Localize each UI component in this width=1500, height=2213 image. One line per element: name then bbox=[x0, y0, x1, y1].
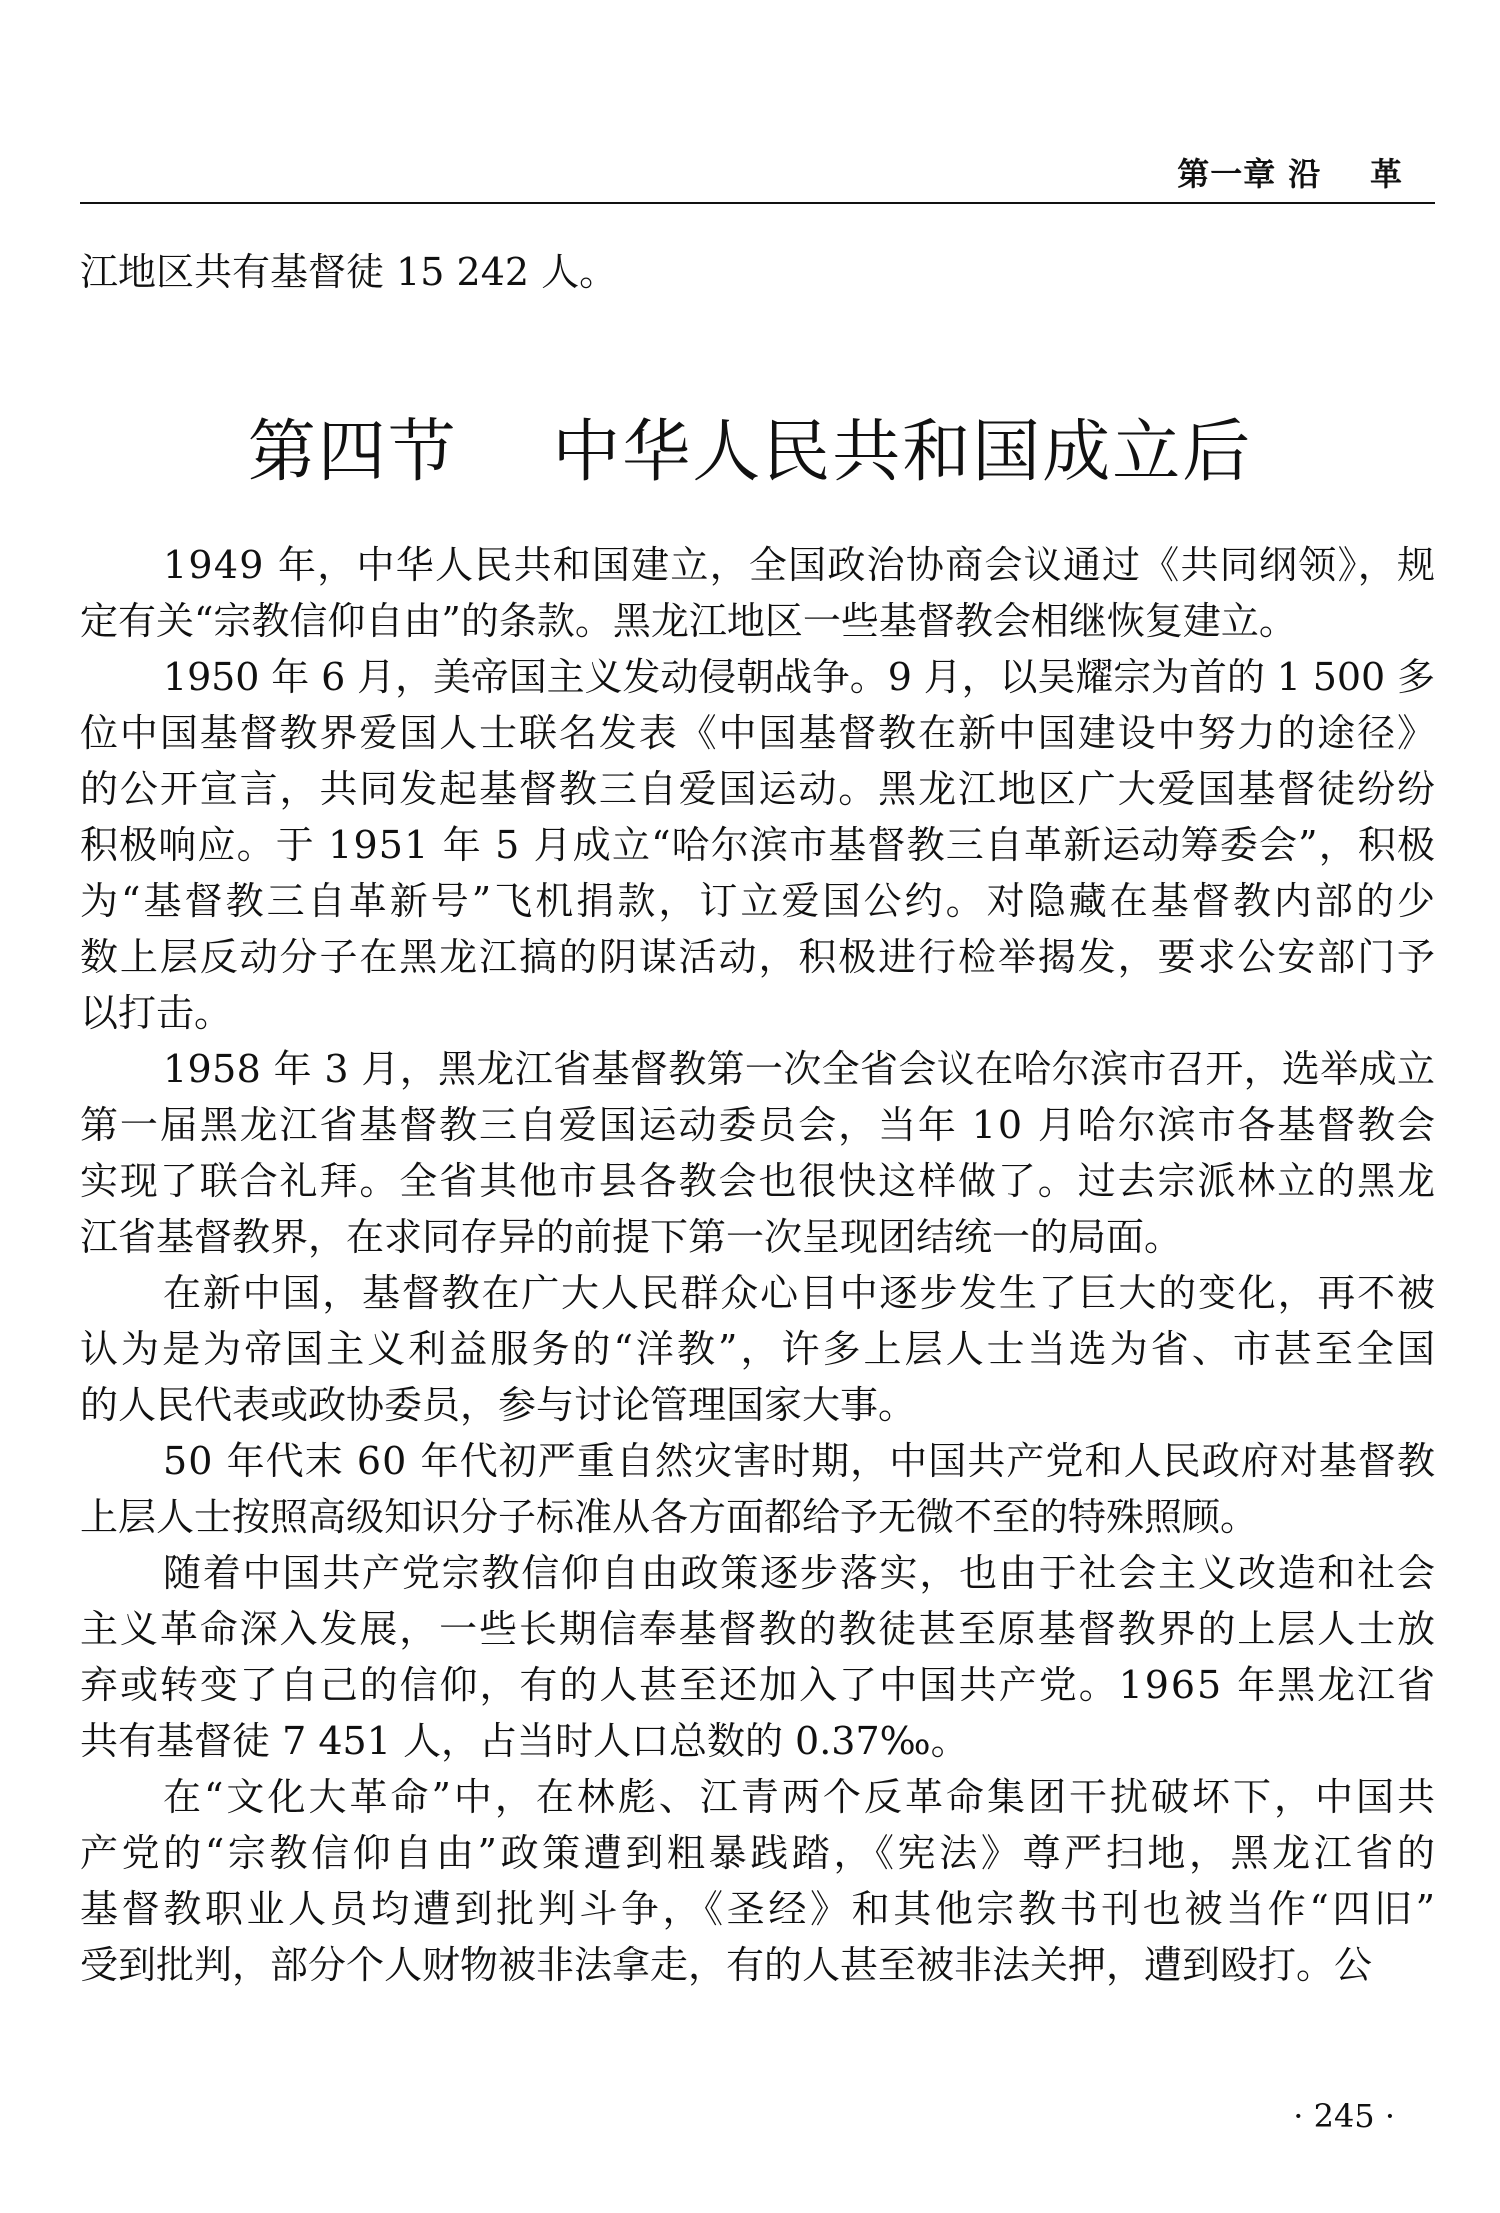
paragraph-4-line-2: 认为是为帝国主义利益服务的“洋教”，许多上层人士当选为省、市甚至全国 bbox=[80, 1327, 1439, 1371]
paragraph-3-line-2: 第一届黑龙江省基督教三自爱国运动委员会，当年 10 月哈尔滨市各基督教会 bbox=[80, 1103, 1437, 1147]
paragraph-2-line-7: 以打击。 bbox=[80, 991, 233, 1035]
paragraph-5-line-2: 上层人士按照高级知识分子标准从各方面都给予无微不至的特殊照顾。 bbox=[80, 1495, 1259, 1539]
paragraph-2-line-3: 的公开宣言，共同发起基督教三自爱国运动。黑龙江地区广大爱国基督徒纷纷 bbox=[80, 767, 1437, 811]
paragraph-7-line-2: 产党的“宗教信仰自由”政策遭到粗暴践踏，《宪法》尊严扫地，黑龙江省的 bbox=[80, 1831, 1439, 1875]
paragraph-4-line-1: 在新中国，基督教在广大人民群众心目中逐步发生了巨大的变化，再不被 bbox=[163, 1271, 1437, 1315]
paragraph-6-line-2: 主义革命深入发展，一些长期信奉基督教的教徒甚至原基督教界的上层人士放 bbox=[80, 1607, 1437, 1651]
paragraph-3-line-3: 实现了联合礼拜。全省其他市县各教会也很快这样做了。过去宗派林立的黑龙 bbox=[80, 1159, 1437, 1203]
section-title: 第四节 中华人民共和国成立后 bbox=[247, 413, 1253, 492]
paragraph-5-line-1: 50 年代末 60 年代初严重自然灾害时期，中国共产党和人民政府对基督教 bbox=[163, 1439, 1437, 1483]
page-number: · 245 · bbox=[1293, 2097, 1395, 2135]
paragraph-1-line-1: 1949 年，中华人民共和国建立，全国政治协商会议通过《共同纲领》，规 bbox=[163, 543, 1437, 587]
paragraph-6-line-4: 共有基督徒 7 451 人，占当时人口总数的 0.37‰。 bbox=[80, 1719, 969, 1763]
paragraph-2-line-6: 数上层反动分子在黑龙江搞的阴谋活动，积极进行检举揭发，要求公安部门予 bbox=[80, 935, 1437, 979]
paragraph-7-line-3: 基督教职业人员均遭到批判斗争，《圣经》和其他宗教书刊也被当作“四旧” bbox=[80, 1887, 1439, 1931]
paragraph-2-line-2: 位中国基督教界爱国人士联名发表《中国基督教在新中国建设中努力的途径》 bbox=[80, 711, 1437, 755]
paragraph-7-line-4: 受到批判，部分个人财物被非法拿走，有的人甚至被非法关押，遭到殴打。公 bbox=[80, 1943, 1373, 1987]
paragraph-6-line-1: 随着中国共产党宗教信仰自由政策逐步落实，也由于社会主义改造和社会 bbox=[163, 1551, 1437, 1595]
paragraph-4-line-3: 的人民代表或政协委员，参与讨论管理国家大事。 bbox=[80, 1383, 917, 1427]
chapter-heading: 第一章 沿 革 bbox=[1177, 155, 1403, 193]
paragraph-2-line-5: 为“基督教三自革新号”飞机捐款，订立爱国公约。对隐藏在基督教内部的少 bbox=[80, 879, 1439, 923]
paragraph-2-line-1: 1950 年 6 月，美帝国主义发动侵朝战争。9 月，以吴耀宗为首的 1 500 多 bbox=[163, 655, 1435, 699]
running-header bbox=[80, 152, 1435, 204]
paragraph-6-line-3: 弃或转变了自己的信仰，有的人甚至还加入了中国共产党。1965 年黑龙江省 bbox=[80, 1663, 1437, 1707]
paragraph-3-line-1: 1958 年 3 月，黑龙江省基督教第一次全省会议在哈尔滨市召开，选举成立 bbox=[163, 1047, 1436, 1091]
paragraph-3-line-4: 江省基督教界，在求同存异的前提下第一次呈现团结统一的局面。 bbox=[80, 1215, 1183, 1259]
paragraph-7-line-1: 在“文化大革命”中，在林彪、江青两个反革命集团干扰破坏下，中国共 bbox=[163, 1775, 1439, 1819]
paragraph-1-line-2: 定有关“宗教信仰自由”的条款。黑龙江地区一些基督教会相继恢复建立。 bbox=[80, 599, 1297, 643]
carryover-line: 江地区共有基督徒 15 242 人。 bbox=[80, 250, 618, 294]
paragraph-2-line-4: 积极响应。于 1951 年 5 月成立“哈尔滨市基督教三自革新运动筹委会”，积极 bbox=[80, 823, 1437, 867]
